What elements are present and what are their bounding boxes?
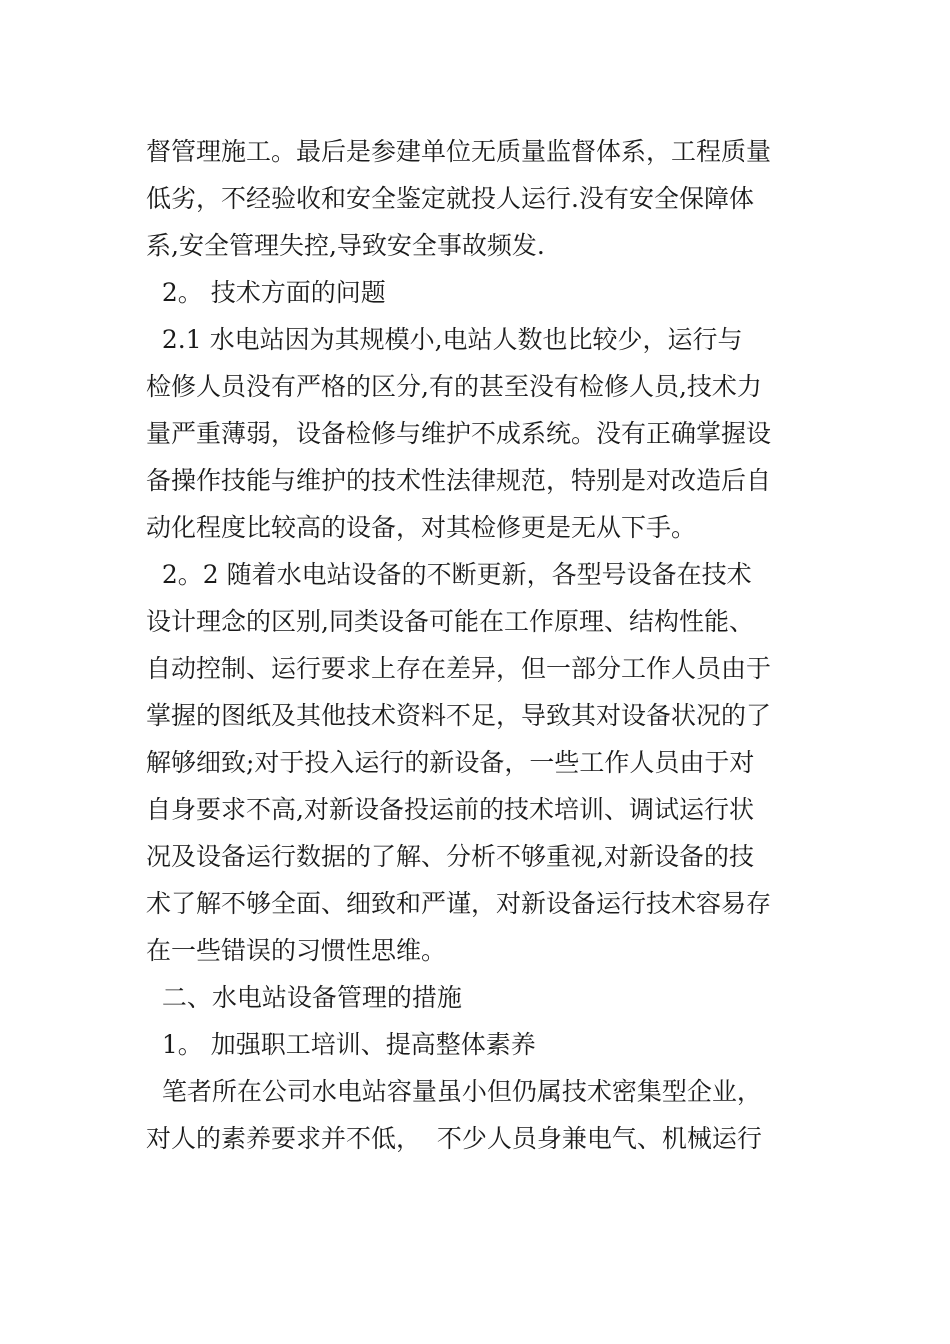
text-line: 解够细致;对于投入运行的新设备，一些工作人员由于对	[146, 748, 755, 777]
text-line: 2.1 水电站因为其规模小,电站人数也比较少，运行与	[146, 325, 743, 354]
text-line: 系,安全管理失控,导致安全事故频发.	[146, 231, 545, 260]
text-line: 2。2 随着水电站设备的不断更新，各型号设备在技术	[146, 560, 752, 589]
subsection-heading-staff-training: 1。 加强职工培训、提高整体素养	[146, 1030, 536, 1059]
text-line: 低劣，不经验收和安全鉴定就投人运行.没有安全保障体	[146, 184, 754, 213]
text-line: 在一些错误的习惯性思维。	[146, 936, 447, 965]
text-line: 对人的素养要求并不低， 不少人员身兼电气、机械运行	[146, 1124, 762, 1153]
text-line: 自身要求不高,对新设备投运前的技术培训、调试运行状	[146, 795, 754, 824]
text-line: 动化程度比较高的设备，对其检修更是无从下手。	[146, 513, 697, 542]
section-heading-technical-issues: 2。 技术方面的问题	[146, 278, 386, 307]
text-line: 笔者所在公司水电站容量虽小但仍属技术密集型企业，	[146, 1077, 762, 1106]
text-line: 检修人员没有严格的区分,有的甚至没有检修人员,技术力	[146, 372, 762, 401]
text-line: 量严重薄弱，设备检修与维护不成系统。没有正确掌握设	[146, 419, 772, 448]
text-line: 术了解不够全面、细致和严谨，对新设备运行技术容易存	[146, 889, 772, 918]
text-line: 掌握的图纸及其他技术资料不足，导致其对设备状况的了	[146, 701, 772, 730]
section-heading-management-measures: 二、水电站设备管理的措施	[146, 983, 462, 1012]
text-line: 况及设备运行数据的了解、分析不够重视,对新设备的技	[146, 842, 754, 871]
text-line: 备操作技能与维护的技术性法律规范，特别是对改造后自	[146, 466, 772, 495]
document-text	[146, 128, 806, 1162]
text-line: 设计理念的区别,同类设备可能在工作原理、结构性能、	[146, 607, 754, 636]
text-line: 自动控制、运行要求上存在差异，但一部分工作人员由于	[146, 654, 772, 683]
text-line: 督管理施工。最后是参建单位无质量监督体系，工程质量	[146, 137, 772, 166]
